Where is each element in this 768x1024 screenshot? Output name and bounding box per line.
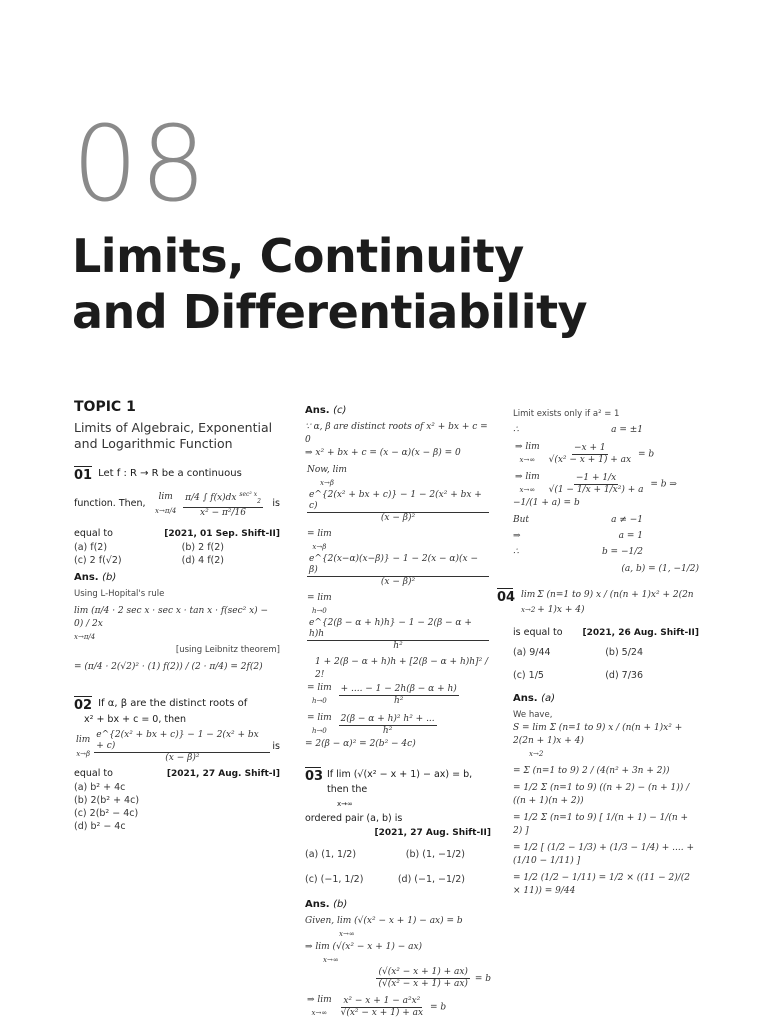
q4-sol-4: = 1/2 Σ (n=1 to 9) ((n + 2) − (n + 1)) / ((n + 1)(n + 2)) bbox=[513, 783, 690, 806]
q2-sol-2: ⇒ x² + bx + c = (x − α)(x − β) = 0 bbox=[305, 448, 461, 458]
q2-sol-9: = 2(β − α)² = 2(b² − 4c) bbox=[305, 739, 416, 749]
chapter-number: 08 bbox=[72, 103, 209, 225]
q2-sol-8: = lim h→0 $\frac{\text{2(β − α + h)² h² + ...}}{\text{h²}}$ bbox=[307, 713, 435, 736]
q3-sol-1: Given, lim (√(x² − x + 1) − ax) = b x→∞ bbox=[305, 916, 463, 938]
q3-cont-5a: But bbox=[513, 515, 530, 525]
chapter-title bbox=[72, 228, 587, 340]
q2-option-b: (b) 2(b² + 4c) bbox=[74, 794, 140, 806]
q3-cont-8: (a, b) = (1, −1/2) bbox=[621, 564, 699, 574]
question-text: If α, β are the distinct roots of bbox=[98, 697, 248, 709]
q1-denominator: x² − π²/16 bbox=[200, 507, 247, 518]
q3-cont-2b: a = ±1 bbox=[611, 425, 643, 435]
q3-cont-6b: a = 1 bbox=[618, 531, 643, 541]
q2-text2: x² + bx + c = 0, then bbox=[84, 713, 186, 725]
q1-option-c: (c) 2 f(√2) bbox=[74, 554, 122, 566]
q3-text2: ordered pair (a, b) is bbox=[305, 813, 403, 824]
q4-answer: Ans. (a) bbox=[513, 693, 556, 704]
question-1 bbox=[74, 466, 280, 483]
q3-answer: Ans. (b) bbox=[305, 899, 348, 910]
q1-solution-2: lim (π/4 · 2 sec x · sec x · tan x · f(sec² x) − 0) / 2x x→π/4 bbox=[74, 605, 269, 641]
q3-sol-3: $\frac{\text{(√(x² − x + 1) + ax)}}{\text{(√(x² − x + 1) + ax)}}$ = b bbox=[378, 967, 491, 989]
q3-cont-5b: a ≠ −1 bbox=[611, 515, 643, 525]
q4-exam: [2021, 26 Aug. Shift-II] bbox=[582, 628, 699, 638]
chapter-title-line-2: and Differentiability bbox=[72, 285, 588, 339]
q3-exam: [2021, 27 Aug. Shift-II] bbox=[374, 828, 491, 838]
q1-text2: function. Then, bbox=[74, 497, 146, 509]
question-3: 03 If lim (√(x² − x + 1) − ax) = b, then the x→∞ bbox=[305, 769, 473, 808]
q3-cont-1: Limit exists only if a² = 1 bbox=[513, 409, 620, 419]
q3-cont-7a: ∴ bbox=[513, 547, 519, 557]
q2-sol-7: = lim h→0 $\frac{+ .... - 1 - 2h(\beta - \alpha + h)}{\text{h²}}$ bbox=[307, 683, 457, 706]
q3-cont-3: ⇒ lim x→∞ $\frac{-x + 1}{\text{√(x² − x + 1) + ax}}$ = b bbox=[515, 442, 655, 465]
q4-option-c: (c) 1/5 bbox=[513, 670, 544, 681]
q4-sol-2: S = lim Σ (n=1 to 9) x / (n(n + 1)x² + 2(2n + 1)x + 4) x→2 bbox=[513, 723, 683, 758]
q3-option-a: (a) (1, 1/2) bbox=[305, 849, 357, 860]
question-number: 01 bbox=[74, 468, 93, 483]
q2-option-d: (d) b² − 4c bbox=[74, 820, 126, 832]
q2-exam: [2021, 27 Aug. Shift-I] bbox=[166, 768, 280, 779]
q2-answer: Ans. (c) bbox=[305, 405, 347, 416]
q2-option-c: (c) 2(b² − 4c) bbox=[74, 807, 139, 819]
q4-sum: Σ (n=1 to 9) x / (n(n + 1)x² + 2(2n + 1)x + 4) bbox=[537, 590, 694, 615]
q1-numerator: π/4 ∫ f(x)dx $^{sec^2 x}_2$ bbox=[183, 489, 263, 508]
question-text: Let f : R → R be a continuous bbox=[98, 468, 242, 479]
q2-expression: lim x→β $\frac{\text{e\textasciicircum{}\{2(x² + bx + c)\} − 1 − 2(x² + bx + c)}}{\text{(x − β)²}}$ is bbox=[76, 729, 280, 763]
column-1 bbox=[74, 400, 280, 833]
question-4: 04 lim x→2 Σ (n=1 to 9) x / (n(n + 1)x² + 2(2n + 1)x + 4) bbox=[497, 588, 699, 618]
chapter-title-line-1: Limits, Continuity bbox=[72, 229, 524, 283]
question-number: 02 bbox=[74, 697, 93, 713]
q1-exam: [2021, 01 Sep. Shift-II] bbox=[164, 528, 280, 539]
q1-lim: lim x→π/4 $\frac{\pi/4 \int f(x)dx ^{sec^2 x}_2}{\text{x² − π²/16}}$ bbox=[155, 491, 261, 518]
q2-sol-1: ∵ α, β are distinct roots of x² + bx + c = 0 bbox=[305, 422, 488, 445]
column-2 bbox=[305, 404, 491, 1020]
question-2 bbox=[74, 696, 280, 713]
q3-sol-4: ⇒ lim x→∞ $\frac{\text{x² − x + 1 − a²x²}}{\text{√(x² − x + 1) + ax}}$ = b bbox=[307, 995, 447, 1018]
q2-is: is bbox=[272, 740, 280, 752]
q1-option-a: (a) f(2) bbox=[74, 541, 108, 553]
q4-sol-3: = Σ (n=1 to 9) 2 / (4(n² + 3n + 2)) bbox=[513, 766, 670, 776]
q3-cont-2a: ∴ bbox=[513, 425, 519, 435]
q4-option-a: (a) 9/44 bbox=[513, 647, 551, 658]
q1-option-b: (b) 2 f(2) bbox=[181, 541, 224, 553]
q3-cont-6a: ⇒ bbox=[513, 531, 521, 541]
question-number: 03 bbox=[305, 769, 324, 784]
q1-solution-4: = (π/4 · 2(√2)² · (1) f(2)) / (2 · π/4) = 2f(2) bbox=[74, 661, 263, 672]
q2-sol-5: = lim h→0 $\frac{e\^{}\{2(\beta - \alpha + h)h\} - 1 - 2(\beta - \alpha + h)h}{\text{h²}}$ bbox=[305, 592, 491, 652]
q3-cont-7b: b = −1/2 bbox=[601, 547, 643, 557]
q1-solution-3: [using Leibnitz theorem] bbox=[175, 644, 280, 655]
question-text: If lim (√(x² − x + 1) − ax) = b, then the bbox=[327, 769, 473, 795]
q1-is: is bbox=[272, 497, 280, 509]
q1-answer: Ans. (b) bbox=[74, 571, 117, 583]
q3-option-b: (b) (1, −1/2) bbox=[405, 849, 465, 860]
topic-subtitle: Limits of Algebraic, Exponential and Logarithmic Function bbox=[74, 420, 273, 451]
q3-sol-2: ⇒ lim (√(x² − x + 1) − ax) x→∞ bbox=[305, 942, 423, 964]
q4-sol-1: We have, bbox=[513, 710, 553, 720]
q2-equal-to: equal to bbox=[74, 767, 113, 779]
q2-denominator: (x − β)² bbox=[165, 752, 200, 763]
q1-solution-1: Using L-Hopital's rule bbox=[74, 588, 165, 599]
q3-option-d: (d) (−1, −1/2) bbox=[397, 874, 465, 885]
q2-sol-6: 1 + 2(β − α + h)h + [2(β − α + h)h]² / 2! bbox=[315, 657, 489, 680]
q2-sol-3: Now, lim x→β $\frac{\text{e\textasciicircum{}\{2(x² + bx + c)\} − 1 − 2(x² + bx + c)}}{\text{(x − β)²}}$ bbox=[305, 464, 491, 524]
q1-equal-to: equal to bbox=[74, 527, 113, 539]
question-number: 04 bbox=[497, 590, 516, 605]
q2-option-a: (a) b² + 4c bbox=[74, 781, 126, 793]
q1-option-d: (d) 4 f(2) bbox=[181, 554, 224, 566]
q4-sol-5: = 1/2 Σ (n=1 to 9) [ 1/(n + 1) − 1/(n + 2) ] bbox=[513, 813, 689, 836]
q4-option-d: (d) 7/36 bbox=[605, 670, 643, 681]
q3-cont-4: ⇒ lim x→∞ $\frac{-1 + 1/x}{\text{√(1 − 1/x + 1/x²) + a}}$ = b ⇒ −1/(1 + a) = b bbox=[513, 472, 677, 508]
topic-label: TOPIC 1 bbox=[74, 399, 136, 415]
q4-sol-6: = 1/2 [ (1/2 − 1/3) + (1/3 − 1/4) + .... + (1/10 − 1/11) ] bbox=[513, 843, 694, 866]
column-3 bbox=[497, 408, 699, 898]
q4-equal-to: is equal to bbox=[513, 627, 563, 638]
q4-option-b: (b) 5/24 bbox=[605, 647, 643, 658]
q2-numerator: e^{2(x² + bx + c)} − 1 − 2(x² + bx + c) bbox=[94, 730, 270, 753]
q3-option-c: (c) (−1, 1/2) bbox=[305, 874, 364, 885]
q1-expression bbox=[74, 489, 280, 519]
q4-sol-7: = 1/2 (1/2 − 1/11) = 1/2 × ((11 − 2)/(2 × 11)) = 9/44 bbox=[513, 873, 690, 896]
q2-sol-4: = lim x→β $\frac{e\^{}\{2(x-\alpha)(x-\beta)\} - 1 - 2(x - \alpha)(x - \beta)}{\text{(x − β)²}}$ bbox=[305, 528, 491, 588]
